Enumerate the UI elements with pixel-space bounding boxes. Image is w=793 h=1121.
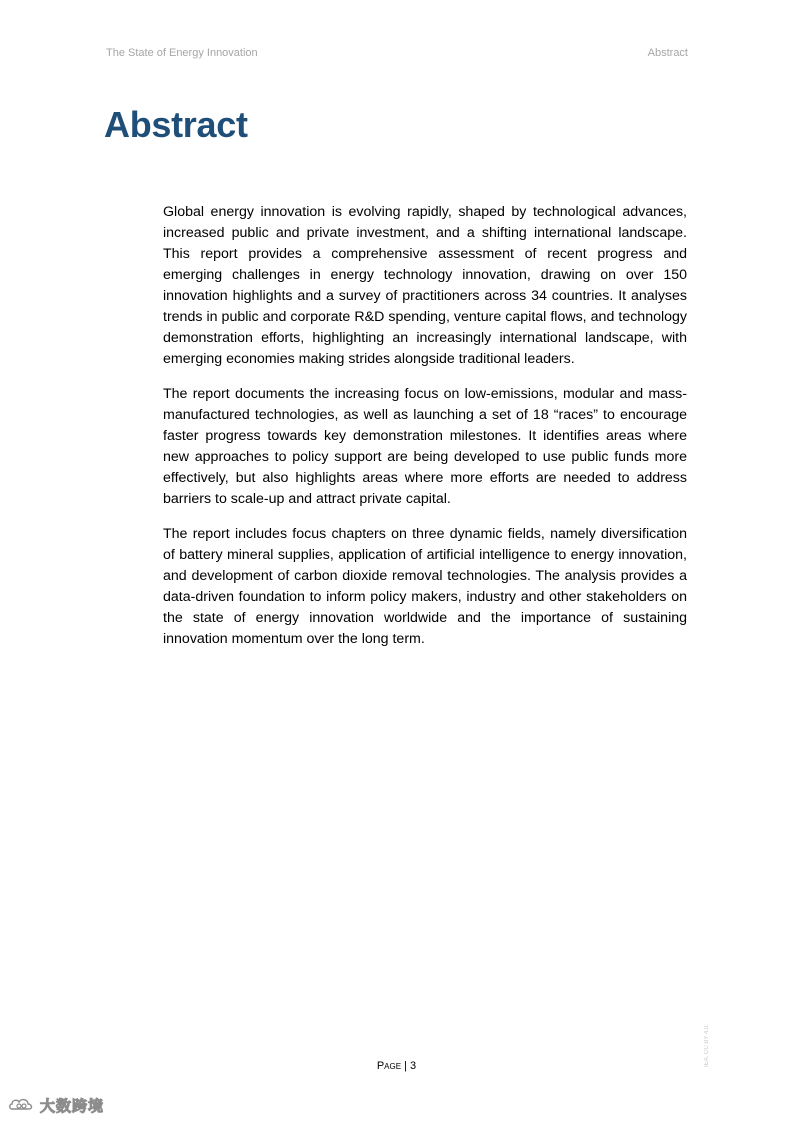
cloud-logo-icon xyxy=(8,1096,36,1114)
watermark xyxy=(8,1094,104,1116)
page-number-value: 3 xyxy=(410,1060,417,1072)
paragraph-1: Global energy innovation is evolving rapidly, shaped by technological advances, increased public and private investment, and a shifting international landscape. This report provides a comprehensive assessment of recent progress and emerging challenges in energy technology innovation, drawing on over 150 innovation highlights and a survey of practitioners across 34 countries. It analyses trends in public and corporate R&D spending, venture capital flows, and technology demonstration efforts, highlighting an increasingly international landscape, with emerging economies making strides alongside traditional leaders. xyxy=(163,204,687,367)
header-section-name: Abstract xyxy=(647,47,688,59)
header-document-title: The State of Energy Innovation xyxy=(106,47,258,59)
page-title: Abstract xyxy=(104,104,248,145)
abstract-body xyxy=(163,202,687,664)
page-label: Page xyxy=(376,1060,402,1072)
license-note: IEA. CC BY 4.0. xyxy=(704,1024,710,1067)
paragraph-2: The report documents the increasing focus on low-emissions, modular and mass-manufactured technologies, as well as launching a set of 18 “races” to encourage faster progress towards key demonstration milestones. It identifies areas where new approaches to policy support are being developed to use public funds more effectively, but also highlights areas where more efforts are needed to address barriers to scale-up and attract private capital. xyxy=(163,386,687,507)
watermark-text: 大数跨境 xyxy=(40,1096,105,1115)
paragraph-3: The report includes focus chapters on three dynamic fields, namely diversification of battery mineral supplies, application of artificial intelligence to energy innovation, and development of carbon dioxide removal technologies. The analysis provides a data-driven foundation to inform policy makers, industry and other stakeholders on the state of energy innovation worldwide and the importance of sustaining innovation momentum over the long term. xyxy=(163,526,687,647)
page-separator: | xyxy=(401,1060,411,1072)
running-header xyxy=(106,47,688,63)
page-number xyxy=(0,1060,793,1072)
